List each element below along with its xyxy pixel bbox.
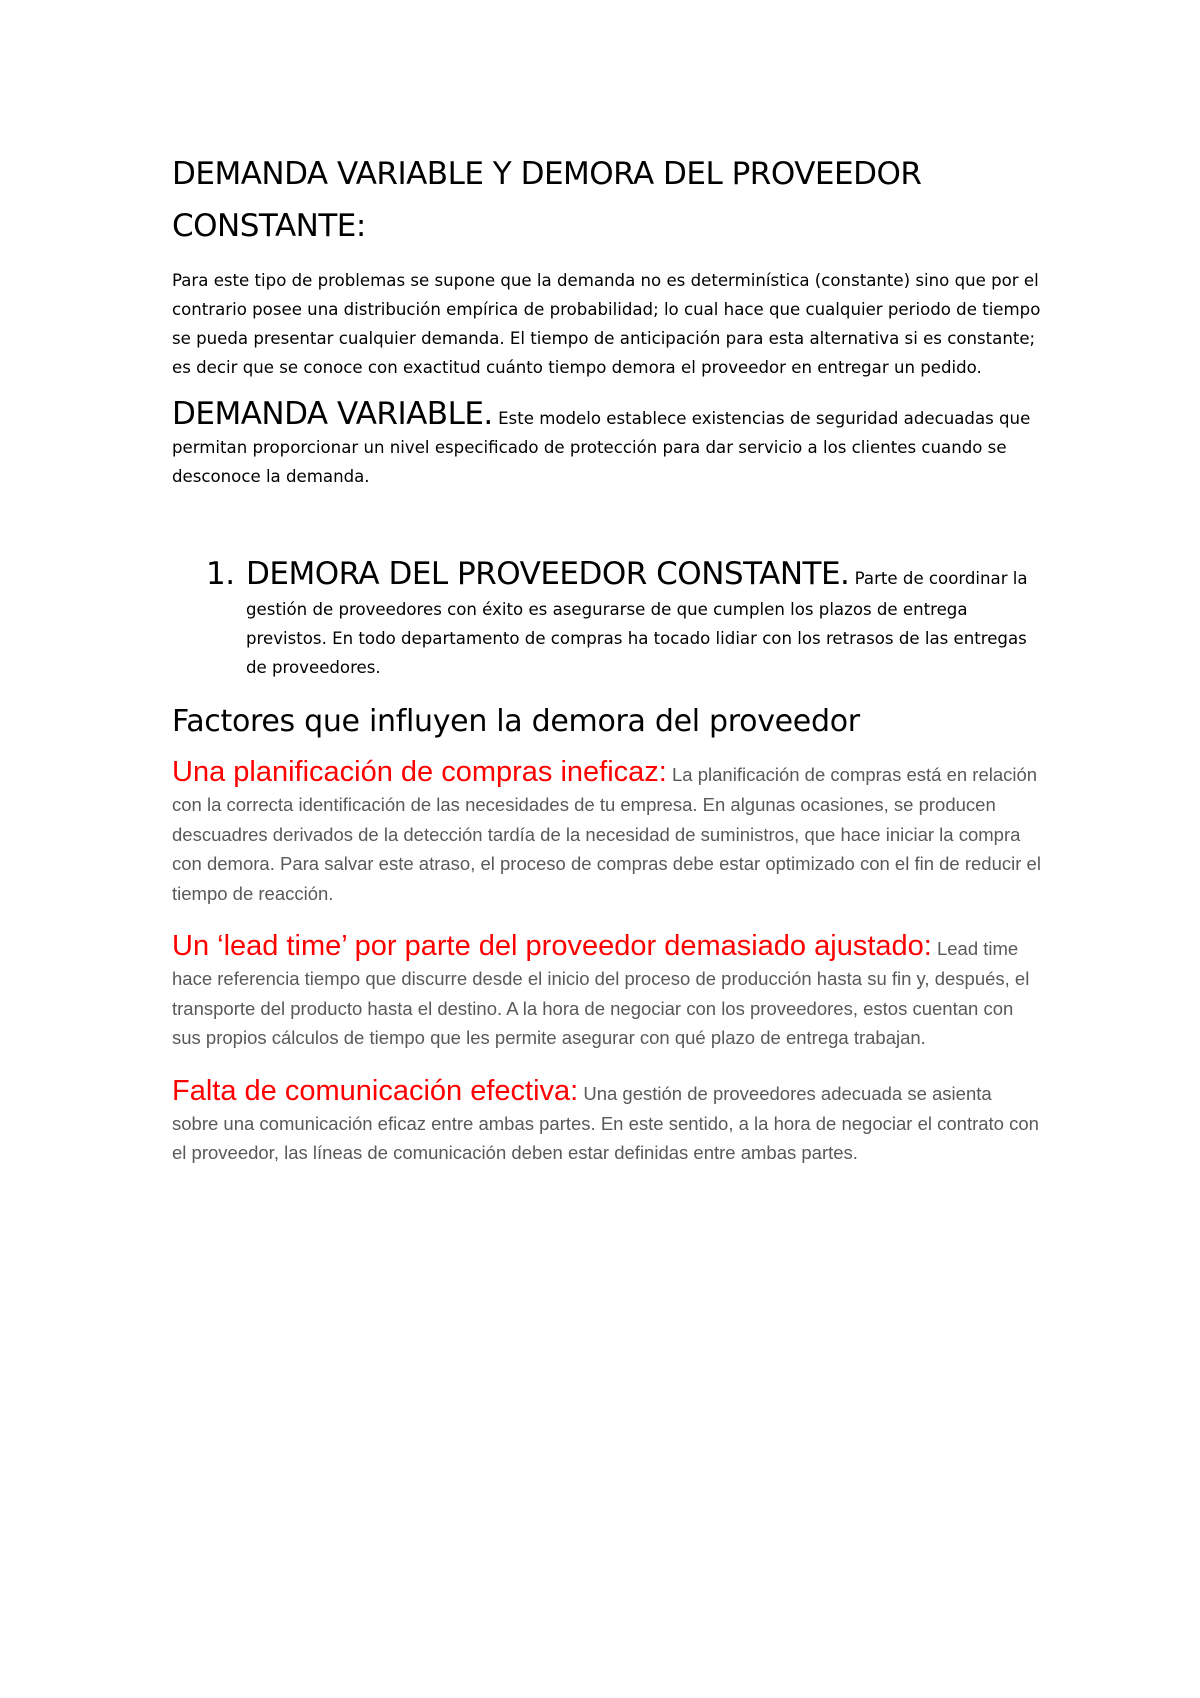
demora-constante-text: Parte de coordinar la gestión de proveedores con éxito es asegurarse de que cumplen los plazos de entrega previstos. En todo departamento de compras ha tocado lidiar con los retrasos de las entregas de proveedores. (246, 569, 1028, 677)
factor-paragraph (172, 1073, 1042, 1168)
list-number: 1. (206, 556, 235, 592)
factor-heading: Un ‘lead time’ por parte del proveedor demasiado ajustado: (172, 930, 932, 962)
demanda-variable-text: Este modelo establece existencias de seguridad adecuadas que permitan proporcionar un nivel especificado de protección para dar servicio a los clientes cuando se desconoce la demanda. (172, 409, 1031, 486)
demanda-variable-heading: DEMANDA VARIABLE. (172, 396, 493, 432)
demanda-variable-paragraph (172, 396, 1042, 491)
document-title: DEMANDA VARIABLE Y DEMORA DEL PROVEEDOR CONSTANTE: (172, 156, 922, 244)
factor-paragraph (172, 928, 1042, 1053)
factor-text: La planificación de compras está en relación con la correcta identificación de las necesidades de tu empresa. En algunas ocasiones, se producen descuadres derivados de la detección tardía de la necesidad de suministros, que hace iniciar la compra con demora. Para salvar este atraso, el proceso de compras debe estar optimizado con el fin de reducir el tiempo de reacción. (172, 764, 1041, 904)
factor-text: Una gestión de proveedores adecuada se asienta sobre una comunicación eficaz entre ambas partes. En este sentido, a la hora de negociar el contrato con el proveedor, las líneas de comunicación deben estar definidas entre ambas partes. (172, 1082, 1039, 1163)
factor-text: Lead time hace referencia tiempo que discurre desde el inicio del proceso de producción hasta su fin y, después, el transporte del producto hasta el destino. A la hora de negociar con los proveedores, estos cuentan con sus propios cálculos de tiempo que les permite asegurar con qué plazo de entrega trabajan. (172, 938, 1030, 1048)
factor-heading: Falta de comunicación efectiva: (172, 1074, 579, 1107)
document-body (172, 148, 1042, 1168)
factor-paragraph (172, 754, 1042, 908)
factor-heading: Una planificación de compras ineficaz: (172, 756, 667, 788)
demora-constante-heading: DEMORA DEL PROVEEDOR CONSTANTE. (246, 556, 850, 592)
factores-title: Factores que influyen la demora del proveedor (172, 704, 860, 739)
intro-paragraph: Para este tipo de problemas se supone que la demanda no es determinística (constante) sino que por el contrario posee una distribución empírica de probabilidad; lo cual hace que cualquier periodo de tiempo se pueda presentar cualquier demanda. El tiempo de anticipación para esta alternativa si es constante; es decir que se conoce con exactitud cuánto tiempo demora el proveedor en entregar un pedido. (172, 271, 1041, 377)
list-item (172, 553, 1042, 682)
